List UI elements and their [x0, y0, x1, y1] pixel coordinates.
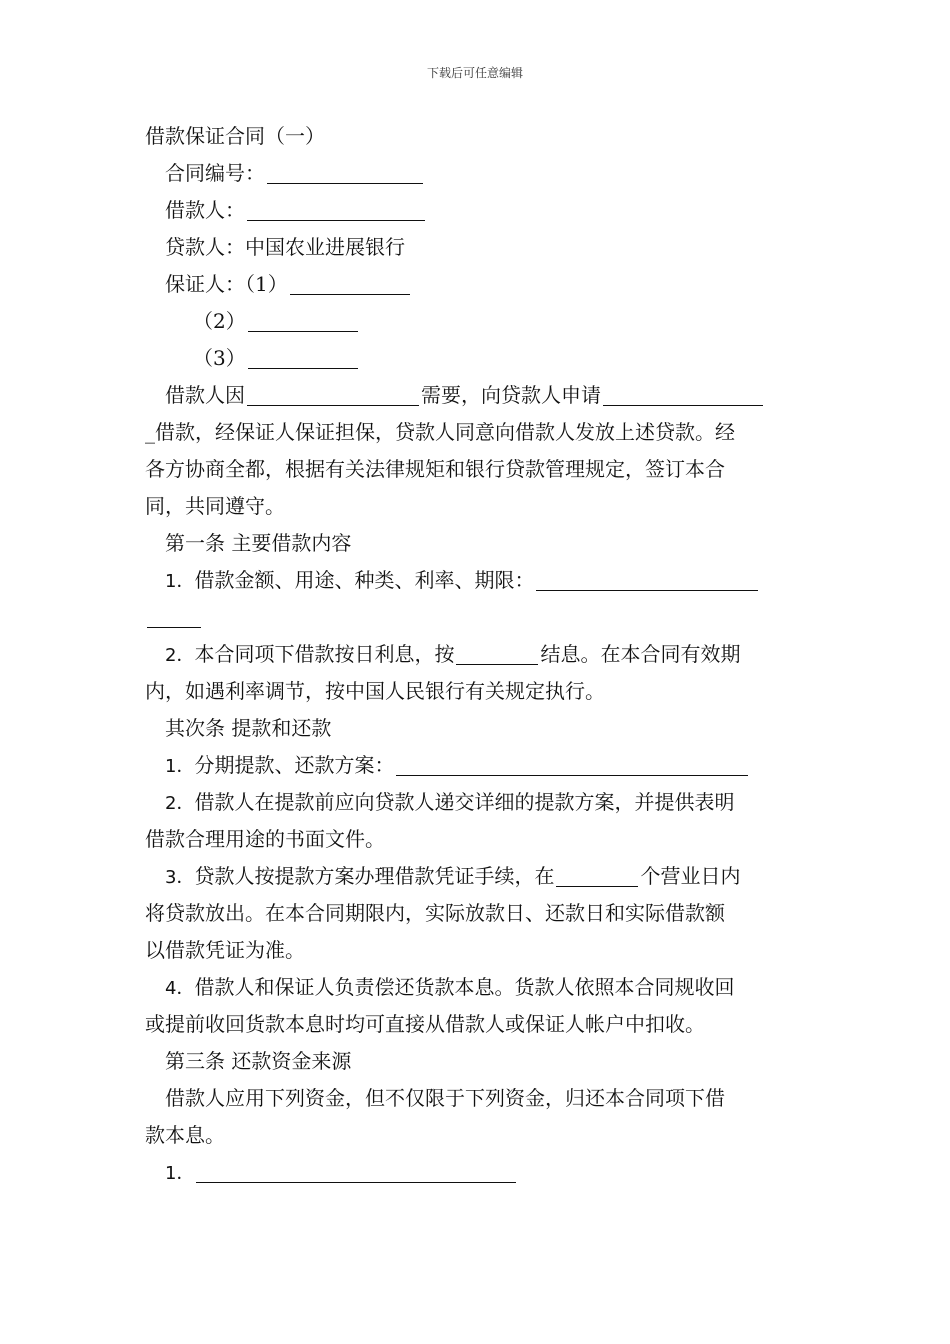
article-1-item-1-cont	[145, 599, 807, 636]
article-1-item-2	[145, 636, 807, 673]
item-text: 个营业日内	[640, 864, 741, 888]
guarantor-2-blank[interactable]	[248, 309, 358, 332]
item-number: 1．	[165, 571, 195, 592]
repayment-plan-blank[interactable]	[396, 753, 748, 776]
item-text: 借款人和保证人负责偿还货款本息。货款人依照本合同规收回	[194, 975, 735, 999]
loan-terms-blank[interactable]	[536, 568, 758, 591]
guarantor-line-1	[145, 266, 807, 303]
fund-source-blank[interactable]	[196, 1160, 516, 1183]
contract-title: 借款保证合同（一）	[145, 124, 325, 148]
article-2-item-1	[145, 747, 807, 784]
page-header-note: 下载后可任意编辑	[426, 66, 523, 80]
item-number: 3．	[165, 867, 195, 888]
article-2-item-3-cont-2: 以借款凭证为准。	[145, 938, 305, 962]
article-2-item-2	[145, 784, 807, 821]
article-2-item-3-cont-1: 将贷款放出。在本合同期限内，实际放款日、还款日和实际借款额	[145, 901, 725, 925]
item-text: 分期提款、还款方案：	[194, 753, 395, 777]
borrower-line	[145, 192, 807, 229]
item-number: 4．	[165, 978, 195, 999]
lender-line: 贷款人：中国农业进展银行	[165, 235, 405, 259]
business-days-blank[interactable]	[556, 864, 638, 887]
guarantor-line-2	[145, 303, 807, 340]
article-2-title: 其次条 提款和还款	[165, 716, 332, 740]
borrower-label: 借款人：	[165, 198, 245, 222]
article-3-item-1	[145, 1154, 807, 1191]
intro-text-a: 借款人因	[165, 383, 245, 407]
intro-line-1	[145, 377, 807, 414]
article-1-item-2-cont: 内，如遇利率调节，按中国人民银行有关规定执行。	[145, 679, 605, 703]
interest-settlement-blank[interactable]	[456, 642, 538, 665]
loan-amount-blank[interactable]	[603, 383, 763, 406]
contract-number-line	[145, 155, 807, 192]
contract-number-label: 合同编号：	[165, 161, 265, 185]
borrower-blank[interactable]	[247, 198, 425, 221]
article-2-item-2-cont: 借款合理用途的书面文件。	[145, 827, 385, 851]
item-number: 1．	[165, 1163, 195, 1184]
item-text: 贷款人按提款方案办理借款凭证手续，在	[194, 864, 555, 888]
item-number: 2．	[165, 645, 195, 666]
article-1-item-1	[145, 562, 807, 599]
item-text: 借款金额、用途、种类、利率、期限：	[194, 568, 535, 592]
intro-line-4: 同，共同遵守。	[145, 494, 285, 518]
contract-number-blank[interactable]	[267, 161, 423, 184]
intro-text-b: 需要，向贷款人申请	[421, 383, 601, 407]
guarantor-3-blank[interactable]	[248, 346, 358, 369]
item-text: 本合同项下借款按日利息，按	[194, 642, 455, 666]
loan-purpose-blank[interactable]	[247, 383, 419, 406]
guarantor-label: 保证人：（1）	[165, 272, 288, 296]
guarantor-line-3	[145, 340, 807, 377]
item-number: 2．	[165, 793, 195, 814]
article-2-item-4-cont: 或提前收回货款本息时均可直接从借款人或保证人帐户中扣收。	[145, 1012, 705, 1036]
intro-line-3: 各方协商全都，根据有关法律规矩和银行贷款管理规定，签订本合	[145, 457, 725, 481]
item-text: 借款人在提款前应向贷款人递交详细的提款方案，并提供表明	[194, 790, 735, 814]
guarantor-3-label: （3）	[193, 346, 246, 370]
article-3-intro: 借款人应用下列资金，但不仅限于下列资金，归还本合同项下借	[165, 1086, 725, 1110]
article-2-item-4	[145, 969, 807, 1006]
intro-line-2: _借款，经保证人保证担保，贷款人同意向借款人发放上述贷款。经	[145, 420, 735, 444]
contract-body	[145, 118, 807, 1191]
article-3-intro-cont: 款本息。	[145, 1123, 225, 1147]
item-text: 结息。在本合同有效期	[540, 642, 741, 666]
article-3-title: 第三条 还款资金来源	[165, 1049, 352, 1073]
item-number: 1．	[165, 756, 195, 777]
guarantor-1-blank[interactable]	[290, 272, 410, 295]
loan-terms-blank-cont[interactable]	[147, 605, 201, 628]
guarantor-2-label: （2）	[193, 309, 246, 333]
article-2-item-3	[145, 858, 807, 895]
article-1-title: 第一条 主要借款内容	[165, 531, 352, 555]
